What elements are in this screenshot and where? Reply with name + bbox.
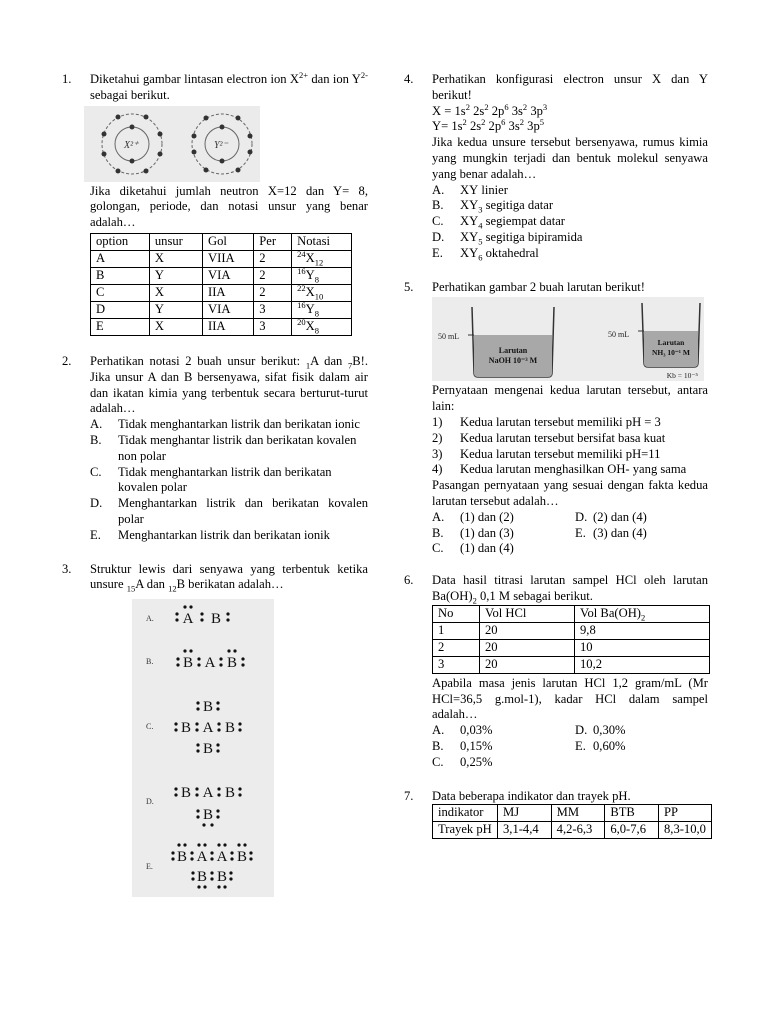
option-a: A. 0,03%: [432, 723, 493, 738]
question-number: 5.: [404, 279, 414, 294]
table-row: B Y VIA 2 $^{16}Y_8$: [91, 267, 352, 284]
notation: $^{24}X_{12}$: [292, 250, 352, 267]
titration-table: [432, 605, 710, 674]
lewis-b-atom: B: [202, 807, 214, 824]
question-3-text: Struktur lewis dari senyawa yang terbentuk ketika unsure $_{15}$A dan $_{12}$B berikatan adalah…: [90, 561, 368, 594]
option-d: D. $XY_5$ segitiga bipiramida: [432, 229, 583, 247]
lewis-b-atom: B: [210, 611, 222, 628]
config-y: $Y= 1s^2$ $2s^2$ $2p^6$ $3s^2$ $3p^5$: [432, 117, 545, 134]
question-5-text-2: Pasangan pernyataan yang sesuai dengan fakta kedua larutan tersebut adalah…: [432, 478, 708, 508]
lewis-b-atom: B: [180, 720, 192, 737]
question-number: 3.: [62, 561, 72, 576]
option-a: A. Tidak menghantarkan listrik dan berikatan ionic: [90, 417, 360, 432]
lewis-b-atom: B: [176, 849, 188, 866]
table-row: Trayek pH 3,1-4,4 4,2-6,3 6,0-7,6 8,3-10,0: [433, 822, 712, 839]
notation: $^{22}X_{10}$: [292, 284, 352, 301]
question-2: [62, 354, 368, 544]
option-letter: B.: [146, 657, 154, 667]
beaker-2-concentration: NH₃ 10⁻¹ M: [651, 348, 691, 358]
question-4: [404, 72, 708, 262]
lewis-a-atom: A: [202, 785, 214, 802]
lewis-a-atom: A: [202, 720, 214, 737]
kb-value: Kb = 10⁻⁵: [666, 371, 698, 381]
lewis-a-atom: A: [196, 849, 208, 866]
option-e: E. 0,60%: [575, 738, 626, 753]
question-6: [404, 573, 708, 770]
col-header: Vol HCl: [480, 605, 575, 622]
question-1-table: [90, 233, 352, 336]
statement-3: 3) Kedua larutan tersebut memiliki pH=11: [432, 446, 661, 461]
beaker-2-volume: 50 mL: [608, 330, 630, 340]
lewis-b-atom: B: [236, 849, 248, 866]
question-1: [62, 69, 368, 336]
beaker-1-label: Larutan: [498, 346, 528, 356]
lewis-b-atom: B: [202, 741, 214, 758]
table-row: D Y VIA 3 $^{16}Y_8$: [91, 301, 352, 318]
right-column: [404, 72, 708, 853]
option-c: C. $XY_4$ segiempat datar: [432, 214, 565, 231]
question-4-intro: Perhatikan konfigurasi electron unsur X dan Y berikut!: [432, 72, 708, 102]
option-a: A. XY linier: [432, 182, 508, 197]
col-header: unsur: [149, 233, 202, 250]
question-6-question: Apabila masa jenis larutan HCl 1,2 gram/mL (Mr HCl=36,5 g.mol-1), kadar HCl dalam sampel adalah…: [432, 675, 708, 722]
option-e: E. (3) dan (4): [575, 525, 647, 540]
table-row: 3 20 10,2: [433, 656, 710, 673]
indicator-table: [432, 804, 712, 839]
options-row: [432, 526, 708, 542]
lewis-b-atom: B: [224, 785, 236, 802]
option-e: E. $XY_6$ oktahedral: [432, 245, 539, 263]
options-row: [432, 739, 708, 755]
table-row: E X IIA 3 $^{20}X_8$: [91, 318, 352, 335]
statement-1: 1) Kedua larutan tersebut memiliki pH = 3: [432, 414, 661, 429]
statement-2: 2) Kedua larutan tersebut bersifat basa kuat: [432, 430, 666, 445]
table-row: A X VIIA 2 $^{24}X_{12}$: [91, 250, 352, 267]
beaker-1-volume: 50 mL: [438, 332, 460, 342]
left-column: [62, 69, 368, 911]
col-header: BTB: [605, 805, 659, 822]
option-a: A. (1) dan (2): [432, 509, 514, 524]
lewis-b-atom: B: [216, 869, 228, 886]
question-1-intro: Diketahui gambar lintasan electron ion $X^{2+}$ dan ion $Y^{2-}$ sebagai berikut.: [90, 69, 368, 102]
lewis-structures-figure: [132, 599, 274, 897]
beaker-1-concentration: NaOH 10⁻³ M: [488, 356, 538, 366]
config-x: $X = 1s^2$ $2s^2$ $2p^6$ $3s^2$ $3p^3$: [432, 101, 548, 118]
question-4-text: Jika kedua unsure tersebut bersenyawa, rumus kimia yang mungkin terjadi dan bentuk molekul senyawa yang benar adalah…: [432, 135, 708, 181]
notation: $^{16}Y_8$: [292, 267, 352, 284]
lewis-b-atom: B: [202, 699, 214, 716]
lewis-b-atom: B: [224, 720, 236, 737]
table-row: 1 20 9,8: [433, 622, 710, 639]
question-3: [62, 562, 368, 898]
question-number: 4.: [404, 72, 414, 86]
lewis-b-atom: B: [226, 655, 238, 672]
question-number: 1.: [62, 72, 72, 86]
lewis-b-atom: B: [196, 869, 208, 886]
lewis-b-atom: B: [180, 785, 192, 802]
lewis-a-atom: A: [216, 849, 228, 866]
question-1-text: Jika diketahui jumlah neutron X=12 dan Y= 8, golongan, periode, dan notasi unsur yang benar adalah…: [90, 183, 368, 230]
col-header: Notasi: [292, 233, 352, 250]
question-7-intro: Data beberapa indikator dan trayek pH.: [432, 788, 631, 803]
options-row: [432, 723, 708, 739]
option-b: B. $XY_3$ segitiga datar: [432, 198, 554, 215]
beaker-2-label: Larutan: [657, 338, 685, 348]
col-header: No: [433, 605, 480, 622]
question-number: 2.: [62, 353, 72, 368]
question-number: 7.: [404, 788, 414, 803]
option-c: C. (1) dan (4): [432, 541, 514, 556]
atom-x-label: X²⁺: [124, 139, 139, 151]
question-2-text: Perhatikan notasi 2 buah unsur berikut: $_1$A dan $_7$B!. Jika unsur A dan B bersenyawa, sifat fisik dalam air dan ikatan kimia yang terbentuk secara berturut-turut adalah…: [90, 353, 368, 416]
option-letter: C.: [146, 722, 154, 732]
col-header: Gol: [203, 233, 254, 250]
option-c: C. Tidak menghantarkan listrik dan berikatan kovalen polar: [90, 464, 332, 495]
option-c: C. 0,25%: [432, 754, 493, 769]
option-e: E. Menghantarkan listrik dan berikatan ionik: [90, 527, 330, 542]
question-number: 6.: [404, 573, 414, 588]
electron-orbit-figure: [84, 106, 260, 182]
question-7: [404, 789, 708, 840]
question-5-text: Pernyataan mengenai kedua larutan tersebut, antara lain:: [432, 383, 708, 414]
col-header: option: [91, 233, 150, 250]
question-5: [404, 280, 708, 558]
col-header: indikator: [433, 805, 498, 822]
lewis-b-atom: B: [182, 655, 194, 672]
col-header: Vol $Ba(OH)_2$: [575, 605, 710, 622]
option-letter: E.: [146, 862, 153, 872]
beakers-figure: [432, 297, 704, 381]
lewis-a-atom: A: [182, 611, 194, 628]
options-row: [432, 510, 708, 526]
option-b: B. Tidak menghantar listrik dan berikatan kovalen non polar: [90, 432, 357, 463]
col-header: PP: [659, 805, 712, 822]
question-6-text: Data hasil titrasi larutan sampel HCl oleh larutan $Ba(OH)_2$ 0,1 M sebagai berikut.: [432, 573, 708, 606]
notation: $^{16}Y_8$: [292, 301, 352, 318]
option-d: D. (2) dan (4): [575, 509, 647, 524]
table-row: C X IIA 2 $^{22}X_{10}$: [91, 284, 352, 301]
col-header: Per: [254, 233, 292, 250]
lewis-a-atom: A: [204, 655, 216, 672]
col-header: MM: [551, 805, 605, 822]
col-header: MJ: [498, 805, 552, 822]
option-d: D. 0,30%: [575, 723, 626, 738]
option-letter: D.: [146, 797, 154, 807]
statement-4: 4) Kedua larutan menghasilkan OH- yang sama: [432, 462, 687, 477]
question-5-intro: Perhatikan gambar 2 buah larutan berikut!: [432, 279, 645, 294]
option-b: B. 0,15%: [432, 738, 493, 753]
notation: $^{20}X_8$: [292, 318, 352, 335]
atom-y-label: Y²⁻: [214, 139, 228, 151]
table-row: 2 20 10: [433, 639, 710, 656]
option-b: B. (1) dan (3): [432, 525, 514, 540]
option-d: D. Menghantarkan listrik dan berikatan kovalen polar: [90, 496, 368, 526]
option-letter: A.: [146, 614, 154, 624]
